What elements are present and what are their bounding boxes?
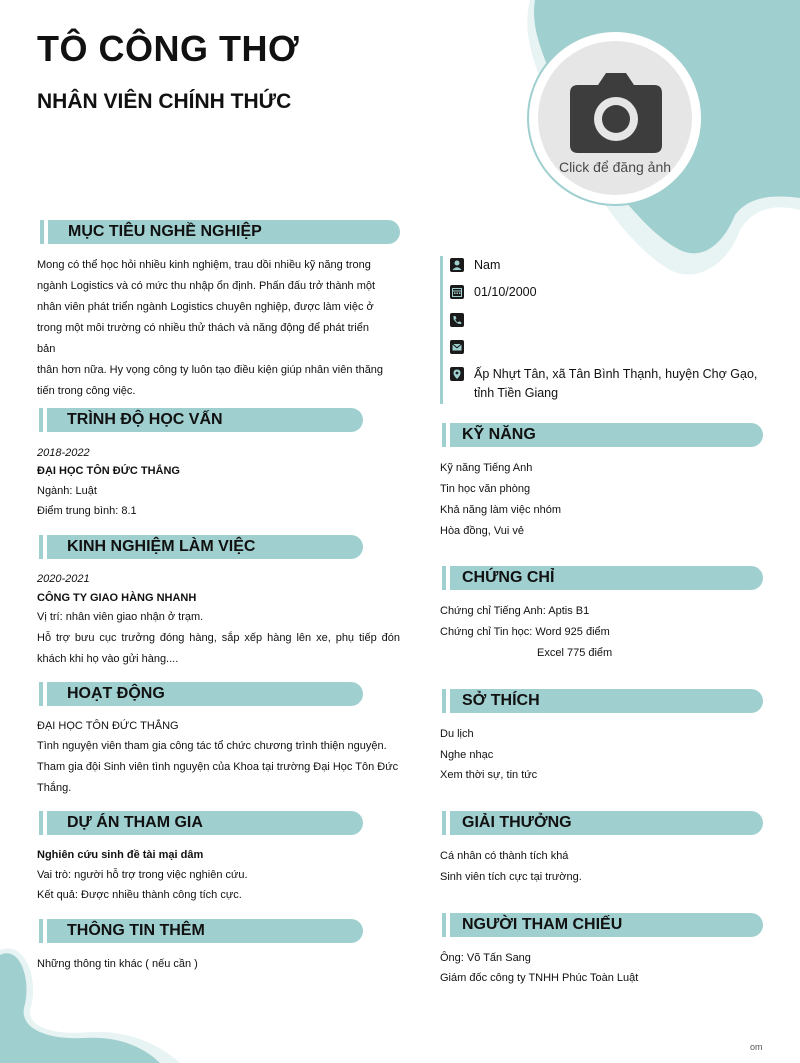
- extra-text: Những thông tin khác ( nếu cần ): [37, 958, 198, 970]
- certificate-item: Chứng chỉ Tin học: Word 925 điểm: [440, 626, 610, 638]
- section-heading-experience: KINH NGHIỆM LÀM VIỆC: [47, 535, 363, 559]
- location-icon: [450, 367, 464, 381]
- section-heading-projects: DỰ ÁN THAM GIA: [47, 811, 363, 835]
- objective-text: [37, 255, 387, 402]
- reference-position: Giám đốc công ty TNHH Phúc Toàn Luật: [440, 972, 639, 984]
- experience-period: 2020-2021: [37, 573, 90, 585]
- section-heading-awards: GIẢI THƯỞNG: [450, 811, 763, 835]
- activities-org: ĐẠI HỌC TÔN ĐỨC THẮNG: [37, 720, 179, 732]
- objective-line: ngành Logistics và có mức thu nhập ổn định. Phấn đấu trở thành một: [37, 280, 376, 292]
- activities-line: Tình nguyện viên tham gia công tác tổ chức chương trình thiện nguyện.: [37, 740, 387, 752]
- activities-line: Thắng.: [37, 782, 72, 794]
- hobby-item: Nghe nhạc: [440, 749, 494, 761]
- address-line: Ấp Nhựt Tân, xã Tân Bình Thạnh, huyện Chợ Gạo,: [474, 367, 758, 381]
- section-heading-references: NGƯỜI THAM CHIẾU: [450, 913, 763, 937]
- section-heading-extra: THÔNG TIN THÊM: [47, 919, 363, 943]
- certificate-item: Chứng chỉ Tiếng Anh: Aptis B1: [440, 605, 590, 617]
- contact-accent-bar: [440, 256, 443, 404]
- photo-placeholder[interactable]: [538, 41, 692, 195]
- section-heading-certificates: CHỨNG CHỈ: [450, 566, 763, 590]
- section-heading-hobbies: SỞ THÍCH: [450, 689, 763, 713]
- project-result: Kết quả: Được nhiều thành công tích cực.: [37, 889, 242, 901]
- project-name: Nghiên cứu sinh đề tài mại dâm: [37, 849, 204, 861]
- experience-desc: Hỗ trợ bưu cục trưởng đóng hàng, sắp xếp hàng lên xe, phụ tiếp đón: [37, 632, 400, 644]
- address-line: tỉnh Tiền Giang: [474, 386, 559, 400]
- objective-line: tiến trong công việc.: [37, 385, 136, 397]
- hobby-item: Xem thời sự, tin tức: [440, 769, 538, 781]
- address-value: [474, 365, 774, 403]
- education-school: ĐẠI HỌC TÔN ĐỨC THẮNG: [37, 465, 180, 477]
- skill-item: Khả năng làm việc nhóm: [440, 504, 562, 516]
- experience-company: CÔNG TY GIAO HÀNG NHANH: [37, 592, 197, 604]
- education-major: Ngành: Luật: [37, 485, 97, 497]
- section-heading-skills: KỸ NĂNG: [450, 423, 763, 447]
- dob-value: 01/10/2000: [474, 285, 537, 299]
- objective-line: Mong có thể học hỏi nhiều kinh nghiệm, trau dồi nhiều kỹ năng trong: [37, 259, 371, 271]
- skill-item: Tin học văn phòng: [440, 483, 531, 495]
- award-item: Cá nhân có thành tích khá: [440, 850, 569, 862]
- award-item: Sinh viên tích cực tại trường.: [440, 871, 582, 883]
- hobby-item: Du lịch: [440, 728, 474, 740]
- project-role: Vai trò: người hỗ trợ trong việc nghiên cứu.: [37, 869, 248, 881]
- candidate-name: TÔ CÔNG THƠ: [37, 28, 300, 69]
- reference-name: Ông: Võ Tấn Sang: [440, 952, 531, 964]
- skill-item: Kỹ năng Tiếng Anh: [440, 462, 533, 474]
- mail-icon: [450, 340, 464, 354]
- photo-upload-label: Click để đăng ảnh: [558, 159, 672, 175]
- objective-line: nhân viên phát triển ngành Logistics chuyên nghiệp, được làm việc ở: [37, 301, 374, 313]
- education-gpa: Điểm trung bình: 8.1: [37, 505, 137, 517]
- certificate-item: Excel 775 điểm: [537, 647, 613, 659]
- education-period: 2018-2022: [37, 447, 90, 459]
- section-heading-objective: MỤC TIÊU NGHỀ NGHIỆP: [48, 220, 400, 244]
- gender-value: Nam: [474, 258, 501, 272]
- job-title: NHÂN VIÊN CHÍNH THỨC: [37, 90, 292, 113]
- experience-role: Vị trí: nhân viên giao nhận ở trạm.: [37, 611, 204, 623]
- section-heading-activities: HOẠT ĐỘNG: [47, 682, 363, 706]
- person-icon: [450, 258, 464, 272]
- activities-line: Tham gia đội Sinh viên tình nguyện của Khoa tại trường Đại Học Tôn Đức: [37, 761, 399, 773]
- objective-line: trong một môi trường có nhiều thử thách và năng động để phát triển bản: [37, 322, 369, 355]
- skill-item: Hòa đồng, Vui vẻ: [440, 525, 524, 537]
- phone-icon: [450, 313, 464, 327]
- objective-line: thân hơn nữa. Hy vọng công ty luôn tạo điều kiện giúp nhân viên thăng: [37, 364, 384, 376]
- footer-watermark: om: [750, 1042, 763, 1052]
- section-heading-education: TRÌNH ĐỘ HỌC VẤN: [47, 408, 363, 432]
- calendar-icon: [450, 285, 464, 299]
- profile-photo-upload[interactable]: [527, 30, 703, 206]
- experience-desc-cont: khách khi họ vào gửi hàng....: [37, 653, 179, 665]
- camera-icon: [568, 69, 664, 155]
